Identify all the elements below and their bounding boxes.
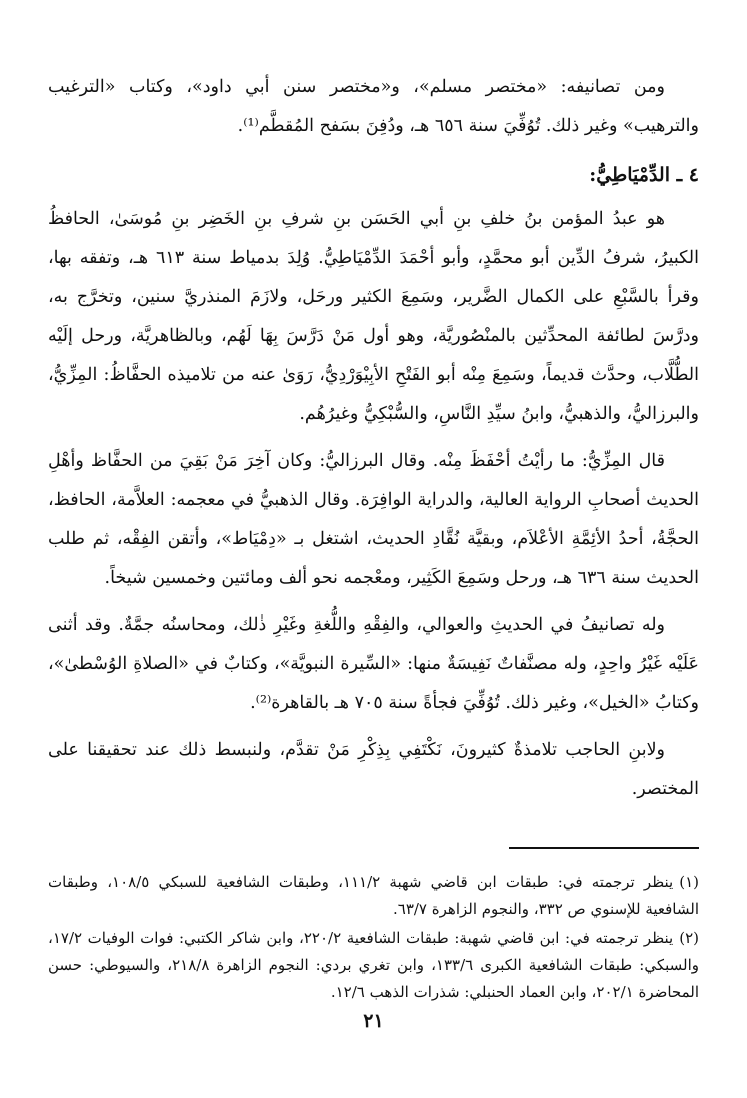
closing-paragraph: ولابنِ الحاجب تلامذةٌ كثيرونَ، نَكْتَفِي بِذِكْرِ مَنْ تقدَّم، ولنبسط ذلك عند تحقيقنا على المختصر. xyxy=(48,740,699,799)
works-paragraph: وله تصانيفُ في الحديثِ والعوالي، والفِقْهِ واللُّغةِ وغَيْرِ ذٰلك، ومحاسنُه جمَّةٌ. وقد أثنى عَلَيْه غَيْرُ واحِدٍ، وله مصنَّفاتٌ نَفِيسَةٌ منها: «السِّيرة النبويَّة»، وكتابٌ في «الصلاةِ الوُسْطىٰ»، وكتابُ «الخيل»، وغير ذلك. تُوُفِّيَ فجأةً سنة ٧٠٥ هـ بالقاهرة⁽²⁾. xyxy=(48,615,699,713)
footnote-2-text: ينظر ترجمته في: ابن قاضي شهبة: طبقات الشافعية ٢٢٠/٢، وابن شاكر الكتبي: فوات الوفيات ١٧/٢، والسبكي: طبقات الشافعية الكبرى ١٣٣/٦، وابن تغري بردي: النجوم الزاهرة ٢١٨/٨، والسيوطي: حسن المحاضرة ٢٠٢/١، وابن العماد الحنبلي: شذرات الذهب ١٢/٦. xyxy=(48,929,699,1001)
footnote-1 xyxy=(48,869,699,923)
section-heading: ٤ ـ الدِّمْيَاطِيُّ: xyxy=(589,164,699,186)
quotes-paragraph: قال المِزِّيُّ: ما رأيْتُ أحْفَظَ مِنْه. وقال البرزاليُّ: وكان آخِرَ مَنْ بَقِيَ من الحفَّاظ وأهْلِ الحديث أصحابِ الرواية العالية، والدراية الوافِرَة. وقال الذهبيُّ في معجمه: العلاَّمة، الحافظ، الحجَّةُ، أحدُ الأئِمَّةِ الأعْلاَم، وبقيَّة نُقَّادِ الحديث، اشتغل بـ «دِمْيَاط»، وأتقن الفِقْه، ثم طلب الحديث سنة ٦٣٦ هـ، ورحل وسَمِعَ الكَثِير، ومعْجمه نحو ألف ومائتين وخمسين شيخاً. xyxy=(48,451,699,588)
footnote-2 xyxy=(48,925,699,1006)
footnote-separator xyxy=(509,847,699,849)
footnote-2-number: (٢) xyxy=(679,929,699,947)
biography-paragraph: هو عبدُ المؤمن بنُ خلفِ بنِ أبي الحَسَن بنِ شرفِ بنِ الخَضِر بنِ مُوسَىٰ، الحافظُ الكبيرُ، شرفُ الدِّين أبو محمَّدٍ، وأبو أحْمَدَ الدِّمْيَاطِيُّ. وُلِدَ بدمياط سنة ٦١٣ هـ، وتفقه بها، وقرأ بالسَّبْعِ على الكمال الضَّرير، وسَمِعَ الكثير ورحَل، ولازَمَ المنذريَّ سنين، وتخرَّج به، ودرَّسَ لطائفة المحدِّثين بالمنْصُوريَّة، وهو أول مَنْ دَرَّسَ بِهَا لَهُم، وبالظاهريَّة، ورحل إلَيْه الطُّلَّاب، وحدَّث قديماً، وسَمِعَ مِنْه أبو الفَتْحِ الأبِيْوَرْدِيُّ، رَوَىٰ عنه من تلاميذه الحفَّاظُ: المِزِّيُّ، والبرزاليُّ، والذهبيُّ، وابنُ سيِّدِ النَّاسِ، والسُّبْكِيُّ وغيرُهُم. xyxy=(48,209,699,424)
footnote-1-number: (١) xyxy=(679,873,699,891)
footnote-1-text: ينظر ترجمته في: طبقات ابن قاضي شهبة ١١١/٢، وطبقات الشافعية للسبكي ١٠٨/٥، وطبقات الشافعية للإسنوي ص ٣٣٢، والنجوم الزاهرة ٦٣/٧. xyxy=(48,873,699,918)
page-number: ٢١ xyxy=(363,1010,384,1032)
intro-paragraph: ومن تصانيفه: «مختصر مسلم»، و«مختصر سنن أبي داود»، وكتاب «الترغيب والترهيب» وغير ذلك. تُوُفِّيَ سنة ٦٥٦ هـ، ودُفِنَ بسَفح المُقطَّم⁽¹⁾. xyxy=(48,77,699,136)
